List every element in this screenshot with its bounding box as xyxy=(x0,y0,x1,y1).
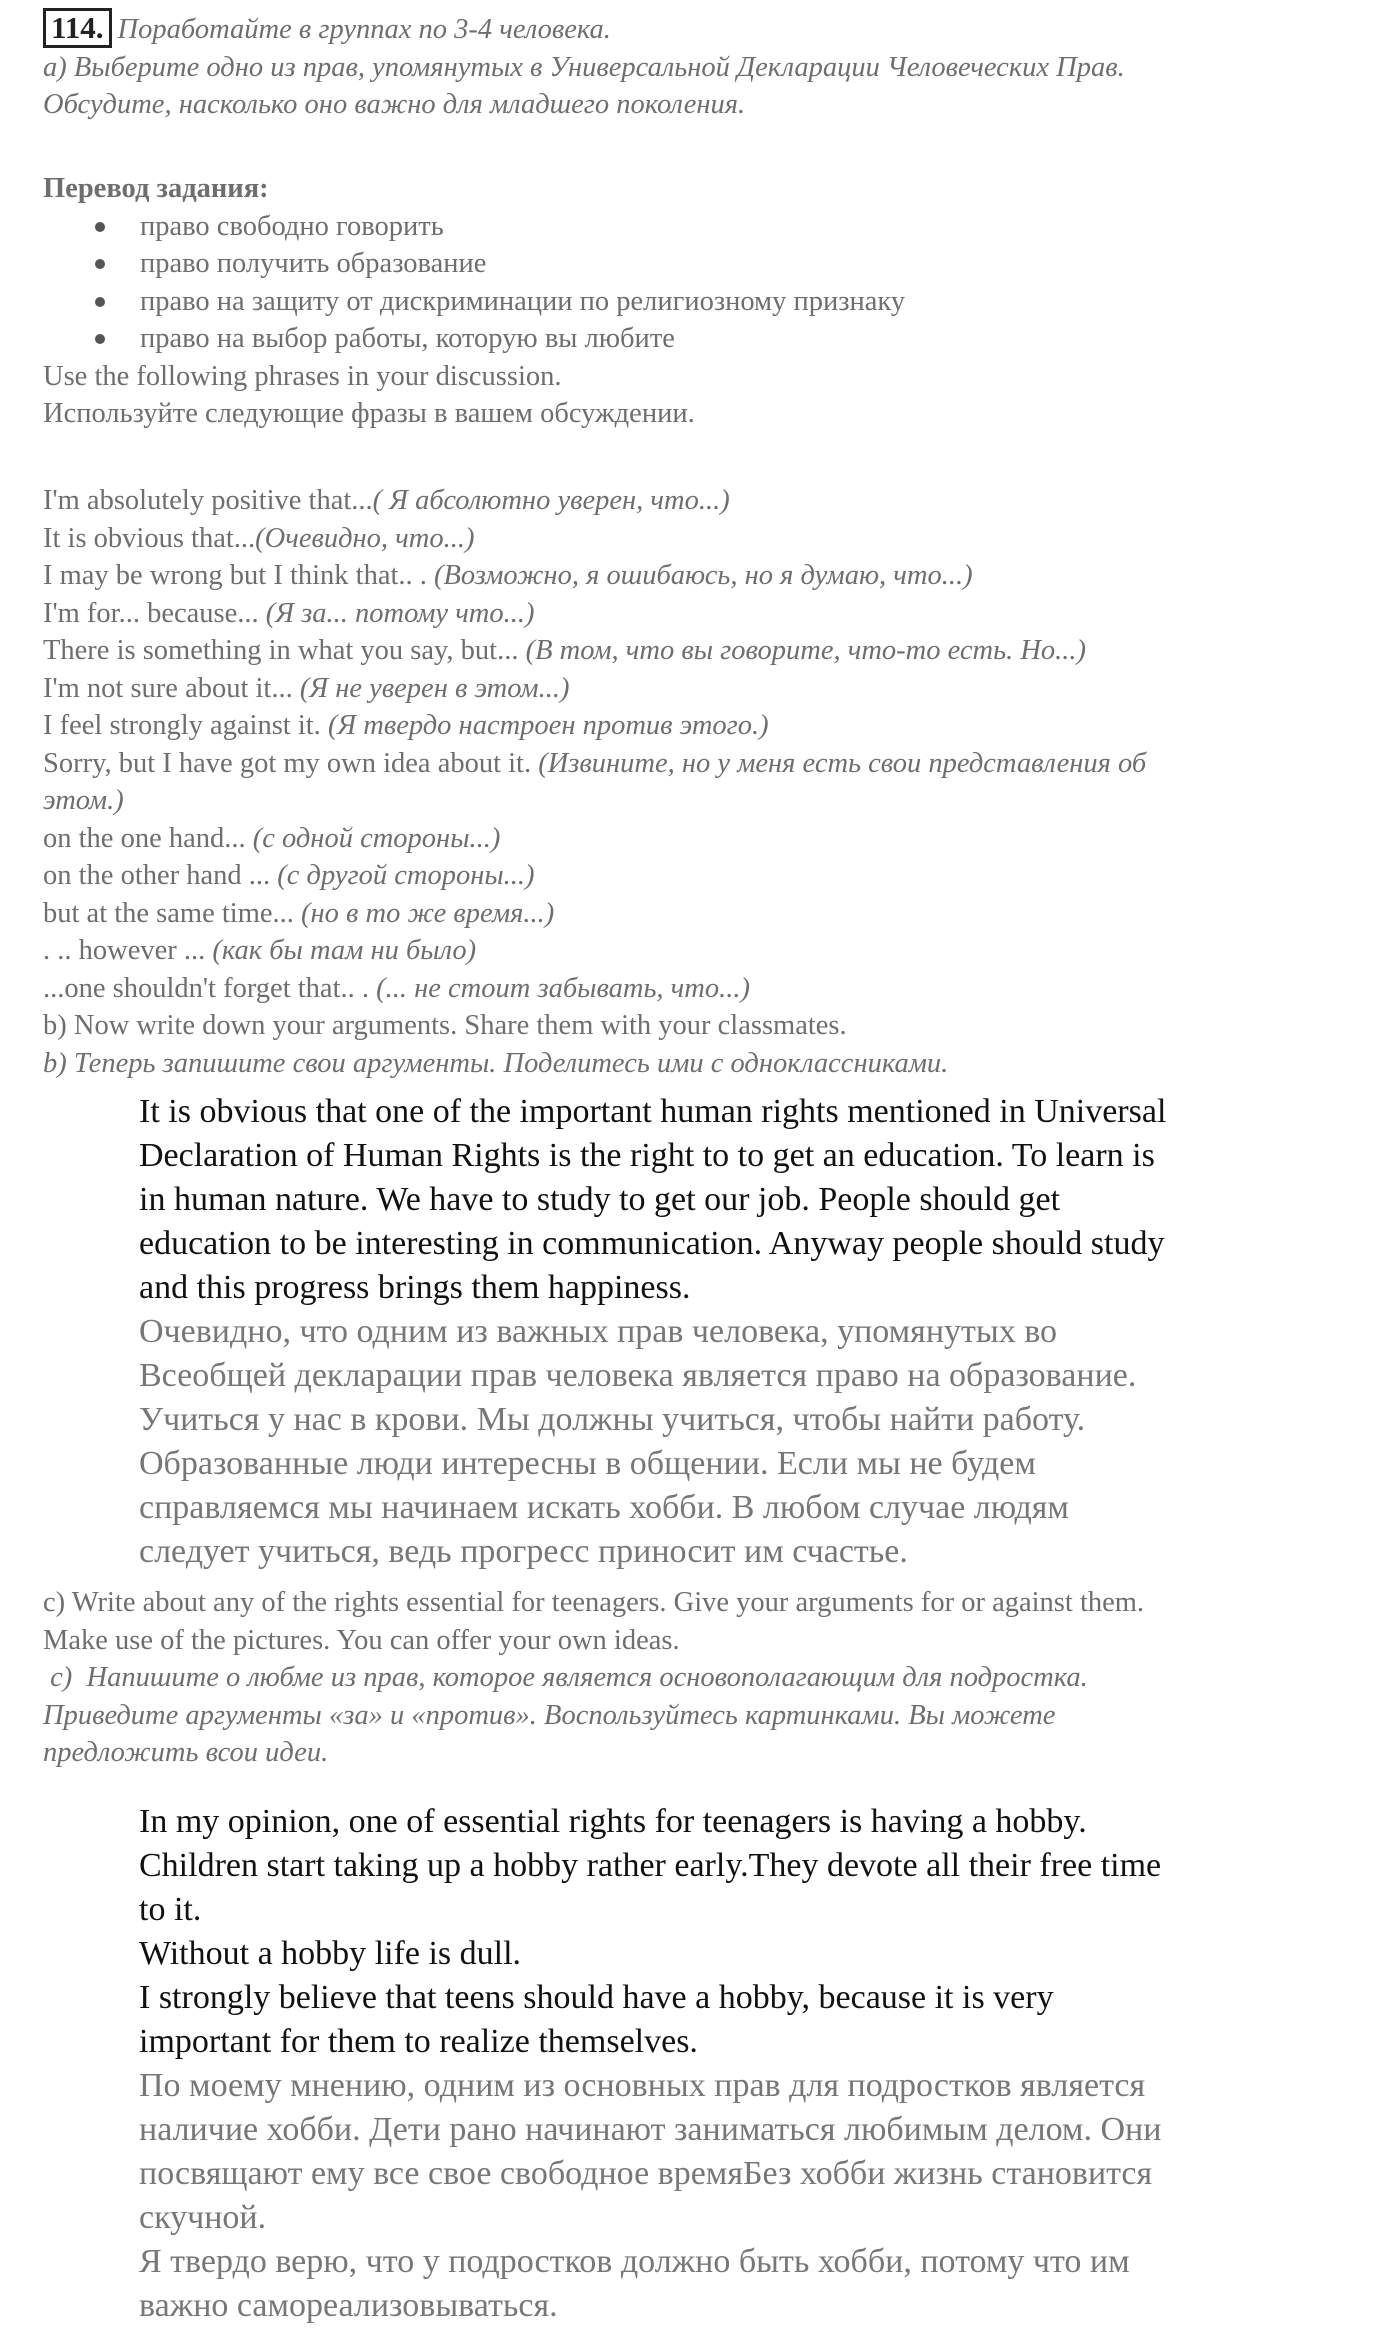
answer-b-en-line: education to be interesting in communication. Anyway people should study xyxy=(139,1225,1165,1262)
phrase-row: There is something in what you say, but... (В том, что вы говорите, что-то есть. Но...) xyxy=(43,635,1087,666)
list-item: право на выбор работы, которую вы любите xyxy=(43,320,905,358)
task-intro: Поработайте в группах по 3-4 человека. xyxy=(117,14,611,45)
phrase-row: ...one shouldn't forget that.. . (... не стоит забывать, что...) xyxy=(43,972,750,1004)
answer-c-ru-line: важно самореализовываться. xyxy=(139,2287,558,2324)
part-c-ru-line: предложить всои идеи. xyxy=(43,1737,329,1768)
answer-b-ru-line: Очевидно, что одним из важных прав человека, упомянутых во xyxy=(139,1313,1058,1350)
use-phrases-en: Use the following phrases in your discussion. xyxy=(43,360,562,392)
bullet-icon xyxy=(95,259,105,269)
list-item: право на защиту от дискриминации по религиозному признаку xyxy=(43,283,905,321)
task-number: 114. xyxy=(43,8,112,48)
answer-b-en-line: It is obvious that one of the important human rights mentioned in Universal xyxy=(139,1093,1167,1130)
answer-b-en-line: Declaration of Human Rights is the right to to get an education. To learn is xyxy=(139,1137,1155,1174)
answer-c-en-line: In my opinion, one of essential rights for teenagers is having a hobby. xyxy=(139,1803,1087,1840)
rights-list xyxy=(43,208,905,358)
phrase-row: I'm for... because... (Я за... потому что...) xyxy=(43,597,535,629)
part-c-en-line: c) Write about any of the rights essential for teenagers. Give your arguments for or against them. xyxy=(43,1587,1145,1618)
answer-c-en-line: Without a hobby life is dull. xyxy=(139,1935,522,1972)
phrase-row: . .. however ... (как бы там ни было) xyxy=(43,935,477,966)
phrase-row: I may be wrong but I think that.. . (Возможно, я ошибаюсь, но я думаю, что...) xyxy=(43,560,973,591)
phrase-row: on the one hand... (с одной стороны...) xyxy=(43,822,501,854)
answer-c-ru-line: скучной. xyxy=(139,2199,267,2236)
phrases-list xyxy=(43,482,1146,1082)
answer-c-ru-line: наличие хобби. Дети рано начинают заниматься любимым делом. Они xyxy=(139,2111,1162,2148)
bullet-icon xyxy=(95,222,105,232)
answer-c-ru-line: Я твердо верю, что у подростков должно быть хобби, потому что им xyxy=(139,2243,1130,2280)
answer-c-en-line: Children start taking up a hobby rather early.They devote all their free time xyxy=(139,1847,1162,1884)
phrase-row: I'm absolutely positive that...( Я абсолютно уверен, что...) xyxy=(43,485,730,516)
part-c-ru-line: c) Напишите о любме из прав, которое является основополагающим для подростка. xyxy=(43,1662,1088,1693)
phrase-row: I'm not sure about it... (Я не уверен в этом...) xyxy=(43,672,570,704)
answer-b-ru-line: следует учиться, ведь прогресс приносит им счастье. xyxy=(139,1533,908,1570)
answer-c-ru-line: По моему мнению, одним из основных прав для подростков является xyxy=(139,2067,1146,2104)
answer-c xyxy=(139,1800,1379,2328)
answer-c-en-line: to it. xyxy=(139,1891,202,1928)
part-b-ru: b) Теперь запишите свои аргументы. Поделитесь ими с одноклассниками. xyxy=(43,1047,949,1079)
bullet-icon xyxy=(95,297,105,307)
phrase-row: It is obvious that...(Очевидно, что...) xyxy=(43,522,475,554)
part-c xyxy=(43,1584,1144,1772)
part-a-line-2: Обсудите, насколько оно важно для младшего поколения. xyxy=(43,89,746,120)
answer-b-ru-line: справляемся мы начинаем искать хобби. В любом случае людям xyxy=(139,1489,1069,1526)
part-c-ru-line: Приведите аргументы «за» и «против». Воспользуйтесь картинками. Вы можете xyxy=(43,1699,1056,1731)
translation-heading: Перевод задания: xyxy=(43,173,269,204)
phrase-row: but at the same time... (но в то же время...) xyxy=(43,897,555,929)
answer-c-en-line: I strongly believe that teens should have a hobby, because it is very xyxy=(139,1979,1054,2016)
answer-b-ru-line: Образованные люди интересны в общении. Если мы не будем xyxy=(139,1445,1036,1482)
answer-c-ru-line: посвящают ему все свое свободное времяБез хобби жизнь становится xyxy=(139,2155,1153,2192)
task-title-line xyxy=(43,8,1125,49)
task-header xyxy=(43,8,1125,124)
list-item: право получить образование xyxy=(43,245,905,283)
answer-b-ru-line: Учиться у нас в крови. Мы должны учиться, чтобы найти работу. xyxy=(139,1401,1086,1438)
translation-section xyxy=(43,170,905,433)
phrase-row: I feel strongly against it. (Я твердо настроен против этого.) xyxy=(43,710,769,741)
answer-b-ru-line: Всеобщей декларации прав человека является право на образование. xyxy=(139,1357,1137,1394)
part-a-line-1: a) Выберите одно из прав, упомянутых в Универсальной Декларации Человеческих Прав. xyxy=(43,51,1125,83)
phrase-row: этом.) xyxy=(43,785,124,816)
list-item: право свободно говорить xyxy=(43,208,905,246)
answer-c-en-line: important for them to realize themselves. xyxy=(139,2023,698,2060)
phrase-row: on the other hand ... (с другой стороны...) xyxy=(43,860,535,891)
bullet-icon xyxy=(95,334,105,344)
answer-b xyxy=(139,1090,1379,1574)
phrase-row: Sorry, but I have got my own idea about it. (Извините, но у меня есть свои представления об xyxy=(43,747,1147,779)
answer-b-en-line: and this progress brings them happiness. xyxy=(139,1269,691,1306)
answer-b-en-line: in human nature. We have to study to get our job. People should get xyxy=(139,1181,1061,1218)
part-c-en-line: Make use of the pictures. You can offer your own ideas. xyxy=(43,1624,680,1656)
part-b-en: b) Now write down your arguments. Share them with your classmates. xyxy=(43,1010,847,1041)
use-phrases-ru: Используйте следующие фразы в вашем обсуждении. xyxy=(43,398,695,429)
